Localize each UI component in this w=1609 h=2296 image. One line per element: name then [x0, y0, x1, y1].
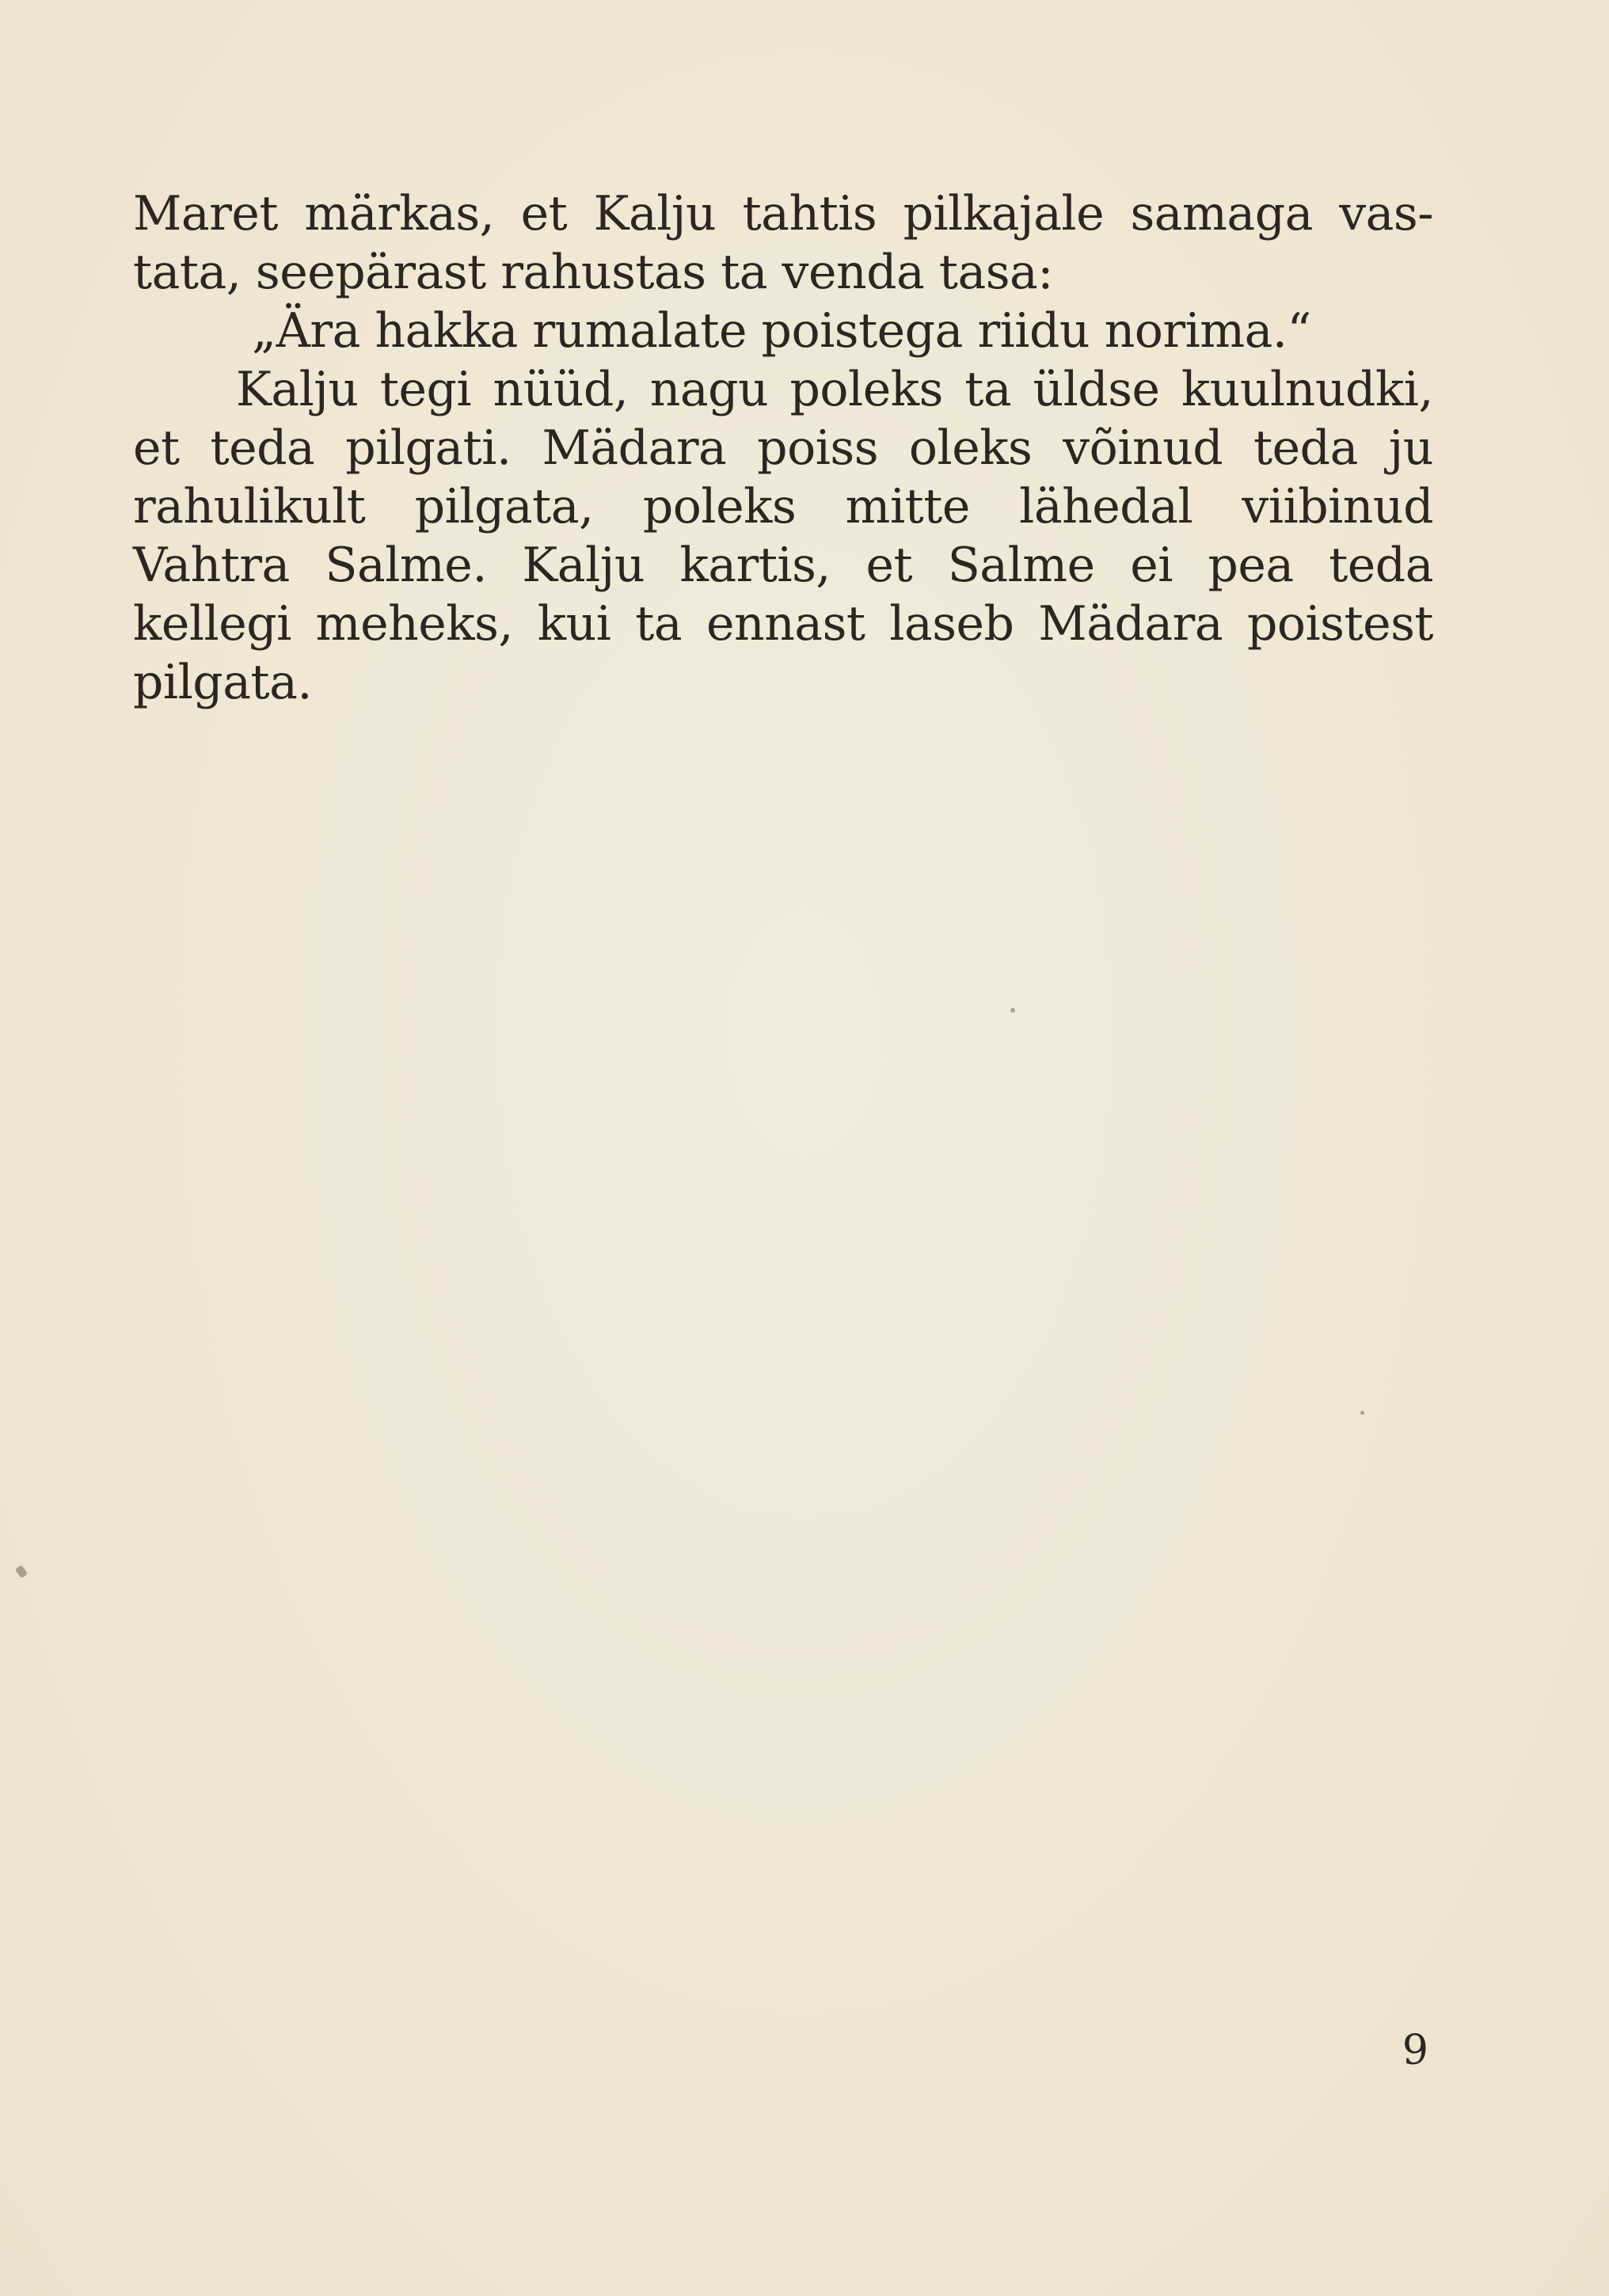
text-line-7: Vahtra Salme. Kalju kartis, et Salme ei pea teda: [133, 538, 1433, 593]
paper-speck: [15, 1564, 28, 1578]
text-line-3: „Ära hakka rumalate poistega riidu norima.“: [252, 303, 1311, 359]
text-line-4: Kalju tegi nüüd, nagu poleks ta üldse kuulnudki,: [236, 362, 1433, 417]
text-line-9: pilgata.: [133, 655, 312, 710]
text-line-5: et teda pilgati. Mädara poiss oleks võinud teda ju: [133, 420, 1433, 476]
page-number: 9: [1402, 2027, 1428, 2074]
text-line-1: Maret märkas, et Kalju tahtis pilkajale samaga vas-: [133, 186, 1433, 241]
paper-speck: [1360, 1411, 1364, 1415]
text-line-2: tata, seepärast rahustas ta venda tasa:: [133, 245, 1054, 300]
text-line-8: kellegi meheks, kui ta ennast laseb Mädara poistest: [133, 596, 1433, 652]
text-line-6: rahulikult pilgata, poleks mitte lähedal viibinud: [133, 479, 1433, 534]
body-text: [133, 184, 1433, 712]
paper-speck: [1010, 1008, 1015, 1013]
